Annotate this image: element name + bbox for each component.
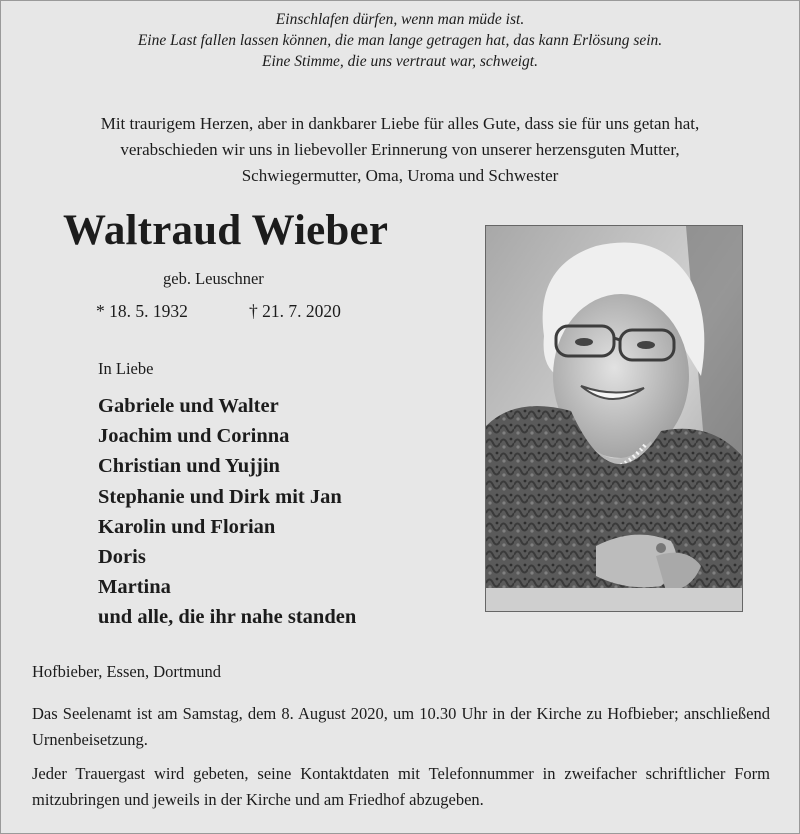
places: Hofbieber, Essen, Dortmund xyxy=(32,662,222,681)
mourner-item: Joachim und Corinna xyxy=(98,425,290,448)
intro-line: Mit traurigem Herzen, aber in dankbarer Liebe für alles Gute, dass sie für uns getan hat, xyxy=(100,114,700,133)
mourner-item: Gabriele und Walter xyxy=(98,395,279,417)
in-love-label: In Liebe xyxy=(98,359,154,378)
mourner-item: Christian und Yujjin xyxy=(98,455,280,478)
mourner-item: und alle, die ihr nahe standen xyxy=(98,606,357,629)
portrait-photo xyxy=(485,225,743,612)
intro-text xyxy=(0,111,800,189)
death-date: † 21. 7. 2020 xyxy=(249,301,341,321)
contact-note: Jeder Trauergast wird gebeten, seine Kontaktdaten mit Telefonnummer in zweifacher schriftlicher Form mitzubringen und jeweils in der Kirche und am Friedhof abzugeben. xyxy=(32,764,770,809)
poem xyxy=(0,9,800,72)
maiden-name: geb. Leuschner xyxy=(163,269,264,288)
intro-line: verabschieden wir uns in liebevoller Erinnerung von unserer herzensguten Mutter, xyxy=(120,140,680,159)
mourner-item: Stephanie und Dirk mit Jan xyxy=(98,485,342,508)
poem-line: Einschlafen dürfen, wenn man müde ist. xyxy=(275,11,525,28)
mourner-item: Martina xyxy=(98,576,171,599)
mourner-item: Karolin und Florian xyxy=(98,515,276,538)
deceased-name: Waltraud Wieber xyxy=(63,207,389,254)
poem-line: Eine Last fallen lassen können, die man lange getragen hat, das kann Erlösung sein. xyxy=(137,32,663,49)
poem-line: Eine Stimme, die uns vertraut war, schweigt. xyxy=(262,53,538,70)
birth-date: * 18. 5. 1932 xyxy=(96,301,188,321)
mourners-list xyxy=(98,391,356,633)
portrait-illustration xyxy=(486,226,742,611)
mourner-item: Doris xyxy=(98,546,146,569)
intro-line: Schwiegermutter, Oma, Uroma und Schwester xyxy=(241,166,559,185)
service-info: Das Seelenamt ist am Samstag, dem 8. August 2020, um 10.30 Uhr in der Kirche zu Hofbieber; anschließend Urnenbeisetzung. xyxy=(32,704,770,749)
